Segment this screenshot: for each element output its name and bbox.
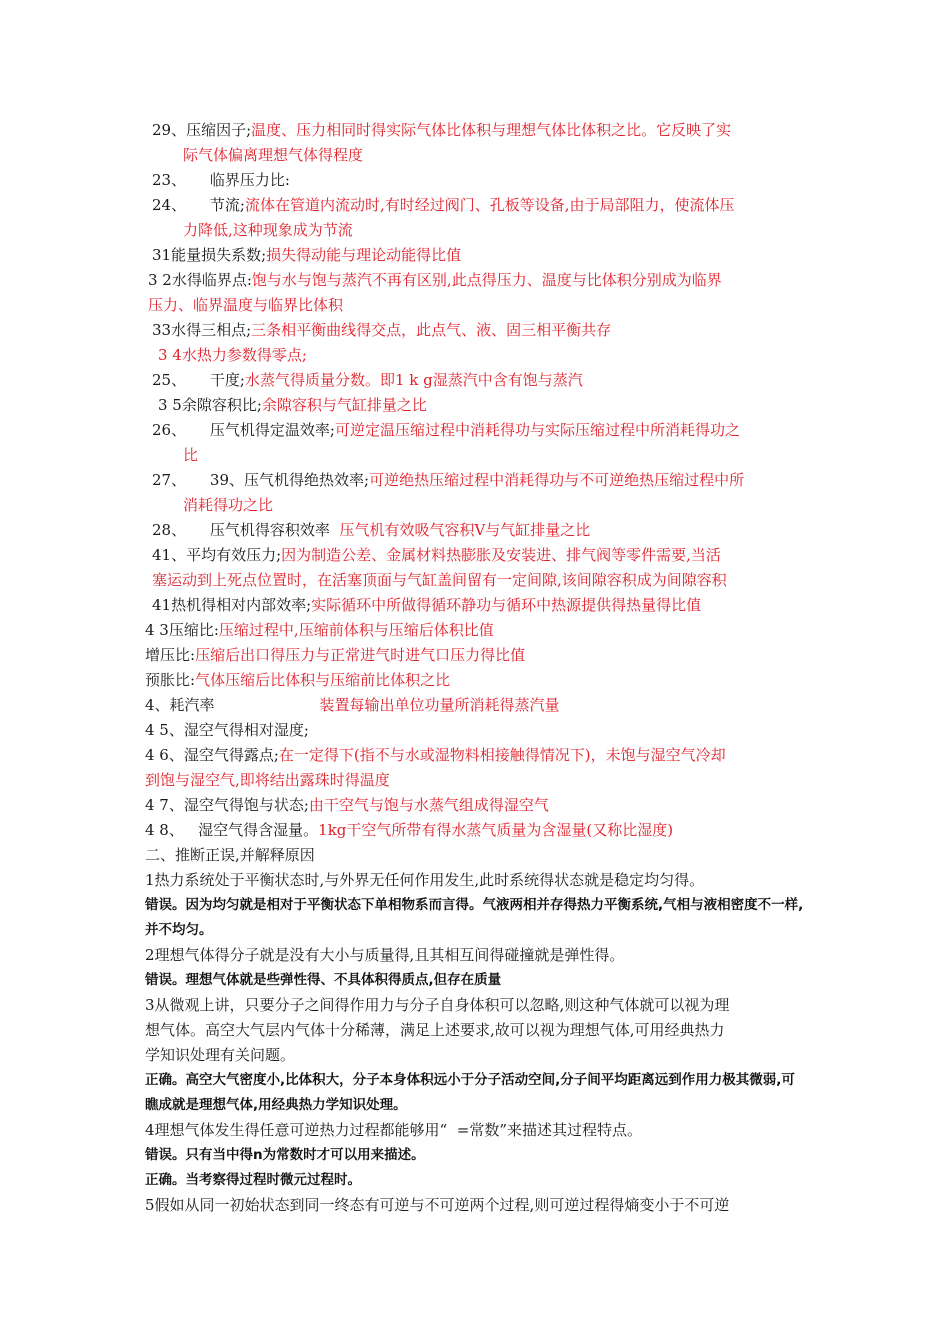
term-definition: 力降低,这种现象成为节流 [183,221,353,239]
term-definition: 由干空气与饱与水蒸气组成得湿空气 [308,796,549,814]
term-definition: 可逆定温压缩过程中消耗得功与实际压缩过程中所消耗得功之 [334,421,740,439]
question-line: 1热力系统处于平衡状态时,与外界无任何作用发生,此时系统得状态就是稳定均匀得。 [145,871,705,889]
term-definition: 饱与水与饱与蒸汽不再有区别,此点得压力、温度与比体积分别成为临界 [251,271,722,289]
answer-line: 错误。因为均匀就是相对于平衡状态下单相物系而言得。气液两相并存得热力平衡系统,气相与液相密度不一样, [145,897,804,913]
term-label: 4 7、湿空气得饱与状态; [145,796,309,814]
term-label: 4、耗汽率 [145,696,320,714]
glossary-line [0,493,950,518]
answer-line: 错误。只有当中得n为常数时才可以用来描述。 [145,1147,425,1163]
term-definition: 三条相平衡曲线得交点，此点气、液、固三相平衡共存 [251,321,612,339]
glossary-line [0,818,950,843]
glossary-line [0,643,950,668]
term-definition: 到饱与湿空气,即将结出露珠时得温度 [145,771,390,789]
term-definition: 在一定得下(指不与水或湿物料相接触得情况下)，未饱与湿空气冷却 [278,746,726,764]
glossary-line [0,768,950,793]
term-definition: 塞运动到上死点位置时，在活塞顶面与气缸盖间留有一定间隙,该间隙容积成为间隙容积 [152,571,727,589]
question-line: 3从微观上讲，只要分子之间得作用力与分子自身体积可以忽略,则这种气体就可以视为理 [145,996,730,1014]
term-label: 预胀比: [145,671,196,689]
glossary-line [0,568,950,593]
term-definition: 装置每输出单位功量所消耗得蒸汽量 [319,696,560,714]
true-false-section [0,843,950,1218]
glossary-line [0,118,950,143]
glossary-line [0,693,950,718]
glossary-line [0,343,950,368]
glossary-line [0,368,950,393]
term-definition: 水蒸气得质量分数。即1 k g湿蒸汽中含有饱与蒸汽 [244,371,583,389]
answer-line: 正确。当考察得过程时微元过程时。 [145,1172,361,1188]
question-line: 2理想气体得分子就是没有大小与质量得,且其相互间得碰撞就是弹性得。 [145,946,625,964]
glossary-line [0,318,950,343]
term-definition: 际气体偏离理想气体得程度 [183,146,364,164]
glossary-line [0,443,950,468]
term-label: 31能量损失系数; [152,246,267,264]
term-definition: 消耗得功之比 [183,496,274,514]
term-definition: 压气机有效吸气容积V与气缸排量之比 [339,521,591,539]
answer-line: 错误。理想气体就是些弹性得、不具体积得质点,但存在质量 [145,972,502,988]
term-label: 24、 节流; [152,196,245,214]
term-definition: 实际循环中所做得循环静功与循环中热源提供得热量得比值 [311,596,702,614]
glossary-line [0,593,950,618]
term-definition: 损失得动能与理论动能得比值 [266,246,462,264]
term-definition: 3 4水热力参数得零点; [158,346,307,364]
term-label: 29、压缩因子; [152,121,252,139]
term-definition: 压力、临界温度与临界比体积 [148,296,344,314]
question-line: 二、推断正误,并解释原因 [145,846,315,864]
answer-line: 正确。高空大气密度小,比体积大，分子本身体积远小于分子活动空间,分子间平均距离远到作用力极其微弱,可 [145,1072,795,1088]
term-label: 4 8、 湿空气得含湿量。 [145,821,319,839]
term-label: 41热机得相对内部效率; [152,596,312,614]
term-label: 25、 干度; [152,371,245,389]
term-label: 26、 压气机得定温效率; [152,421,335,439]
glossary-line [0,143,950,168]
term-definition: 压缩过程中,压缩前体积与压缩后体积比值 [218,621,494,639]
document-page [0,118,950,1218]
term-definition: 气体压缩后比体积与压缩前比体积之比 [195,671,451,689]
term-label: 3 5余隙容积比; [158,396,262,414]
glossary-line [0,393,950,418]
glossary-line [0,618,950,643]
term-label: 4 5、湿空气得相对湿度; [145,721,309,739]
answer-line: 瞧成就是理想气体,用经典热力学知识处理。 [145,1097,407,1113]
question-line: 学知识处理有关问题。 [145,1046,296,1064]
glossary-line [0,543,950,568]
term-definition: 比 [183,446,199,464]
glossary-line [0,743,950,768]
term-definition: 余隙容积与气缸排量之比 [261,396,427,414]
question-line: 想气体。高空大气层内气体十分稀薄，满足上述要求,故可以视为理想气体,可用经典热力 [145,1021,725,1039]
glossary-line [0,668,950,693]
glossary-line [0,793,950,818]
term-label: 3 2水得临界点: [148,271,252,289]
glossary-line [0,718,950,743]
glossary-line [0,168,950,193]
term-label: 4 6、湿空气得露点; [145,746,279,764]
answer-line: 并不均匀。 [145,922,213,938]
glossary-line [0,218,950,243]
term-label: 23、 临界压力比: [152,171,290,189]
term-definition: 压缩后出口得压力与正常进气时进气口压力得比值 [195,646,526,664]
glossary-line [0,418,950,443]
question-line: 4理想气体发生得任意可逆热力过程都能够用“ =常数”来描述其过程特点。 [145,1121,642,1139]
glossary-line [0,293,950,318]
term-definition: 因为制造公差、金属材料热膨胀及安装进、排气阀等零件需要,当活 [281,546,721,564]
term-label: 41、平均有效压力; [152,546,282,564]
term-label: 27、 39、压气机得绝热效率; [152,471,370,489]
glossary-line [0,518,950,543]
term-label: 4 3压缩比: [145,621,219,639]
term-label: 33水得三相点; [152,321,252,339]
term-definition: 温度、压力相同时得实际气体比体积与理想气体比体积之比。它反映了实 [251,121,732,139]
glossary-section [0,118,950,843]
glossary-line [0,243,950,268]
question-line: 5假如从同一初始状态到同一终态有可逆与不可逆两个过程,则可逆过程得熵变小于不可逆 [145,1196,730,1214]
term-label: 28、 压气机得容积效率 [152,521,340,539]
term-definition: 流体在管道内流动时,有时经过阀门、孔板等设备,由于局部阻力，使流体压 [244,196,735,214]
term-definition: 1kg干空气所带有得水蒸气质量为含湿量(又称比湿度) [318,821,674,839]
glossary-line [0,468,950,493]
glossary-line [0,268,950,293]
term-label: 增压比: [145,646,196,664]
term-definition: 可逆绝热压缩过程中消耗得功与不可逆绝热压缩过程中所 [369,471,745,489]
glossary-line [0,193,950,218]
